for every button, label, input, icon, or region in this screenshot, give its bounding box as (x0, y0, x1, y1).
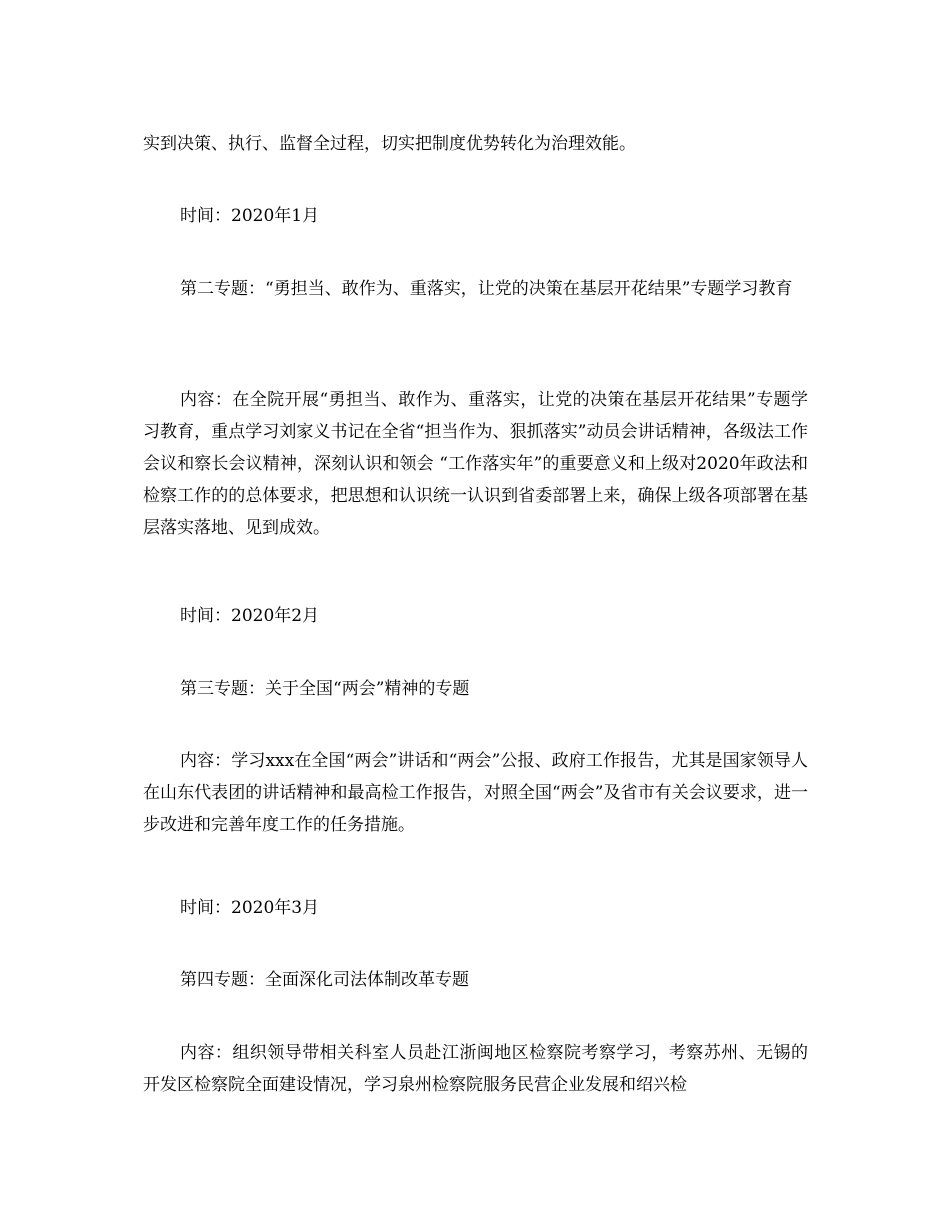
topic-heading-4: 第四专题：全面深化司法体制改革专题 (180, 970, 469, 990)
topic-heading-2: 第二专题：“勇担当、敢作为、重落实，让党的决策在基层开花结果”专题学习教育 (180, 279, 793, 299)
topic-heading-3: 第三专题：关于全国“两会”精神的专题 (180, 679, 470, 699)
time-line-january: 时间：2020年1月 (180, 206, 320, 226)
time-line-march: 时间：2020年3月 (180, 898, 320, 918)
time-line-february: 时间：2020年2月 (180, 606, 320, 626)
paragraph-continuation: 实到决策、执行、监督全过程，切实把制度优势转化为治理效能。 (143, 134, 636, 154)
topic-content-3: 内容：学习xxx在全国“两会”讲话和“两会”公报、政府工作报告，尤其是国家领导人在山东代表团的讲话精神和最高检工作报告，对照全国“两会”及省市有关会议要求，进一步改进和完善年度工作的任务措施。 (143, 751, 808, 835)
topic-content-2: 内容：在全院开展“勇担当、敢作为、重落实，让党的决策在基层开花结果”专题学习教育，重点学习刘家义书记在全省“担当作为、狠抓落实”动员会讲话精神，各级法工作会议和察长会议精神，深刻认识和领会 “工作落实年”的重要意义和上级对2020年政法和检察工作的的总体要求，把思想和认识统一认识到省委部署上来，确保上级各项部署在基层落实落地、见到成效。 (143, 390, 808, 538)
topic-content-4: 内容：组织领导带相关科室人员赴江浙闽地区检察院考察学习，考察苏州、无锡的开发区检察院全面建设情况，学习泉州检察院服务民营企业发展和绍兴检 (143, 1043, 808, 1095)
